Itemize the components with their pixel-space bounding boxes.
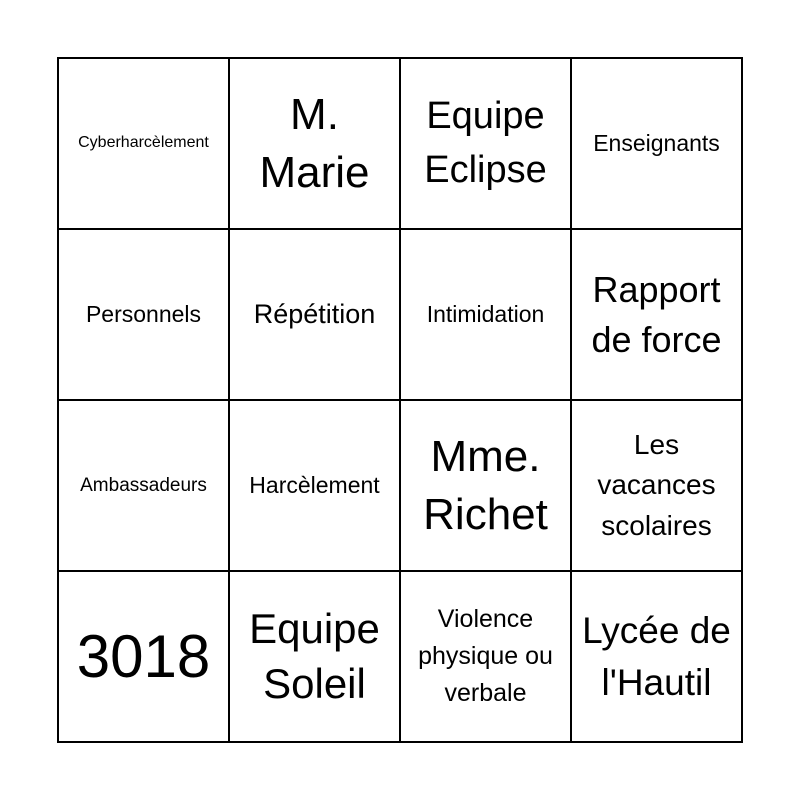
bingo-cell-lycee-de-lhautil[interactable]: Lycée de l'Hautil bbox=[571, 571, 742, 742]
bingo-cell-equipe-soleil[interactable]: Equipe Soleil bbox=[229, 571, 400, 742]
bingo-cell-mme-richet[interactable]: Mme. Richet bbox=[400, 400, 571, 571]
bingo-cell-m-marie[interactable]: M. Marie bbox=[229, 58, 400, 229]
bingo-board bbox=[57, 57, 743, 743]
bingo-cell-ambassadeurs[interactable]: Ambassadeurs bbox=[58, 400, 229, 571]
bingo-cell-3018[interactable]: 3018 bbox=[58, 571, 229, 742]
bingo-cell-cyberharcelement[interactable]: Cyberharcèlement bbox=[58, 58, 229, 229]
bingo-cell-equipe-eclipse[interactable]: Equipe Eclipse bbox=[400, 58, 571, 229]
bingo-cell-les-vacances-scolaires[interactable]: Les vacances scolaires bbox=[571, 400, 742, 571]
bingo-cell-personnels[interactable]: Personnels bbox=[58, 229, 229, 400]
bingo-cell-harcelement[interactable]: Harcèlement bbox=[229, 400, 400, 571]
bingo-cell-repetition[interactable]: Répétition bbox=[229, 229, 400, 400]
bingo-cell-enseignants[interactable]: Enseignants bbox=[571, 58, 742, 229]
bingo-cell-intimidation[interactable]: Intimidation bbox=[400, 229, 571, 400]
bingo-cell-violence-physique-ou-verbale[interactable]: Violence physique ou verbale bbox=[400, 571, 571, 742]
bingo-cell-rapport-de-force[interactable]: Rapport de force bbox=[571, 229, 742, 400]
